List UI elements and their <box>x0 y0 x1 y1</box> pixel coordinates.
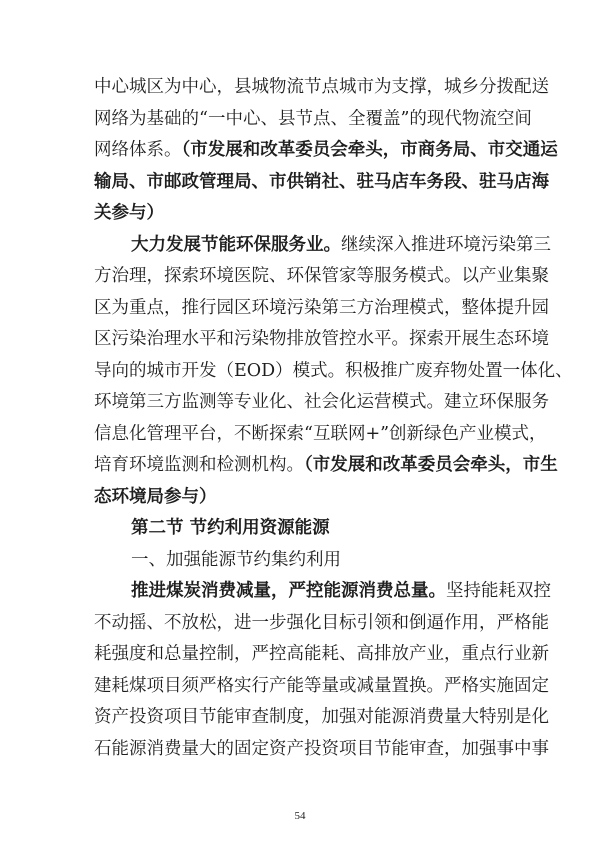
text-line <box>94 450 558 482</box>
bold-text: 输局、市邮政管理局、市供销社、驻马店车务段、驻马店海 <box>94 171 549 192</box>
text-line <box>94 482 508 514</box>
text: 导向的城市开发（EOD）模式。积极推广废弃物处置一体化、 <box>94 360 573 381</box>
text-line <box>94 324 549 356</box>
bold-text: 推进煤炭消费减量，严控能源消费总量。 <box>131 581 446 601</box>
bold-text: 大力发展节能环保服务业。 <box>131 234 341 255</box>
text: 方治理，探索环境医院、环保管家等服务模式。以产业集聚 <box>94 266 549 286</box>
text-line <box>94 387 549 419</box>
text-line <box>94 167 549 199</box>
text-line <box>94 356 573 388</box>
text: 资产投资项目节能审查制度，加强对能源消费量大特别是化 <box>94 707 549 727</box>
text: 耗强度和总量控制，严控高能耗、高排放产业，重点行业新 <box>94 644 549 664</box>
bold-text: 第二节 节约利用资源能源 <box>131 518 330 538</box>
text-line <box>94 198 508 230</box>
text: 环境第三方监测等专业化、社会化运营模式。建立环保服务 <box>94 392 549 412</box>
body-text <box>94 72 573 765</box>
text: 培育环境监测和检测机构。 <box>94 455 304 475</box>
text: 网络为基础的“一中心、县节点、全覆盖”的现代物流空间 <box>94 108 532 129</box>
text: 石能源消费量大的固定资产投资项目节能审查，加强事中事 <box>94 738 549 759</box>
text-line <box>94 702 549 734</box>
bold-text: 关参与） <box>94 203 164 223</box>
bold-text: （市发展和改革委员会牵头，市生 <box>304 455 558 475</box>
bold-text: （市发展和改革委员会牵头，市商务局、市交通运 <box>181 140 558 160</box>
text-line <box>94 671 549 703</box>
text-line <box>94 639 549 671</box>
text: 网络体系。 <box>94 140 182 160</box>
text-line <box>94 104 532 136</box>
text-line <box>94 545 508 577</box>
text: 中心城区为中心，县城物流节点城市为支撑，城乡分拨配送 <box>94 77 549 97</box>
text-line <box>94 576 551 608</box>
section-heading <box>94 513 508 545</box>
text-line <box>94 135 558 167</box>
text: 区为重点，推行园区环境污染第三方治理模式，整体提升园 <box>94 297 549 318</box>
text-line <box>94 72 549 104</box>
page-number: 54 <box>294 810 306 822</box>
bold-text: 态环境局参与） <box>94 486 217 507</box>
text: 建耗煤项目须严格实行产能等量或减量置换。严格实施固定 <box>94 675 549 696</box>
text-line <box>94 608 549 640</box>
text-line <box>94 293 549 325</box>
text: 一、加强能源节约集约利用 <box>131 549 341 570</box>
text: 信息化管理平台，不断探索“互联网+”创新绿色产业模式， <box>94 423 547 444</box>
text-line <box>94 419 547 451</box>
text: 继续深入推进环境污染第三 <box>341 234 551 255</box>
text-line <box>94 261 549 293</box>
text-line <box>94 734 549 766</box>
text-line <box>94 230 551 262</box>
text: 坚持能耗双控 <box>446 581 551 601</box>
text: 区污染治理水平和污染物排放管控水平。探索开展生态环境 <box>94 329 549 349</box>
text: 不动摇、不放松，进一步强化目标引领和倒逼作用，严格能 <box>94 612 549 633</box>
